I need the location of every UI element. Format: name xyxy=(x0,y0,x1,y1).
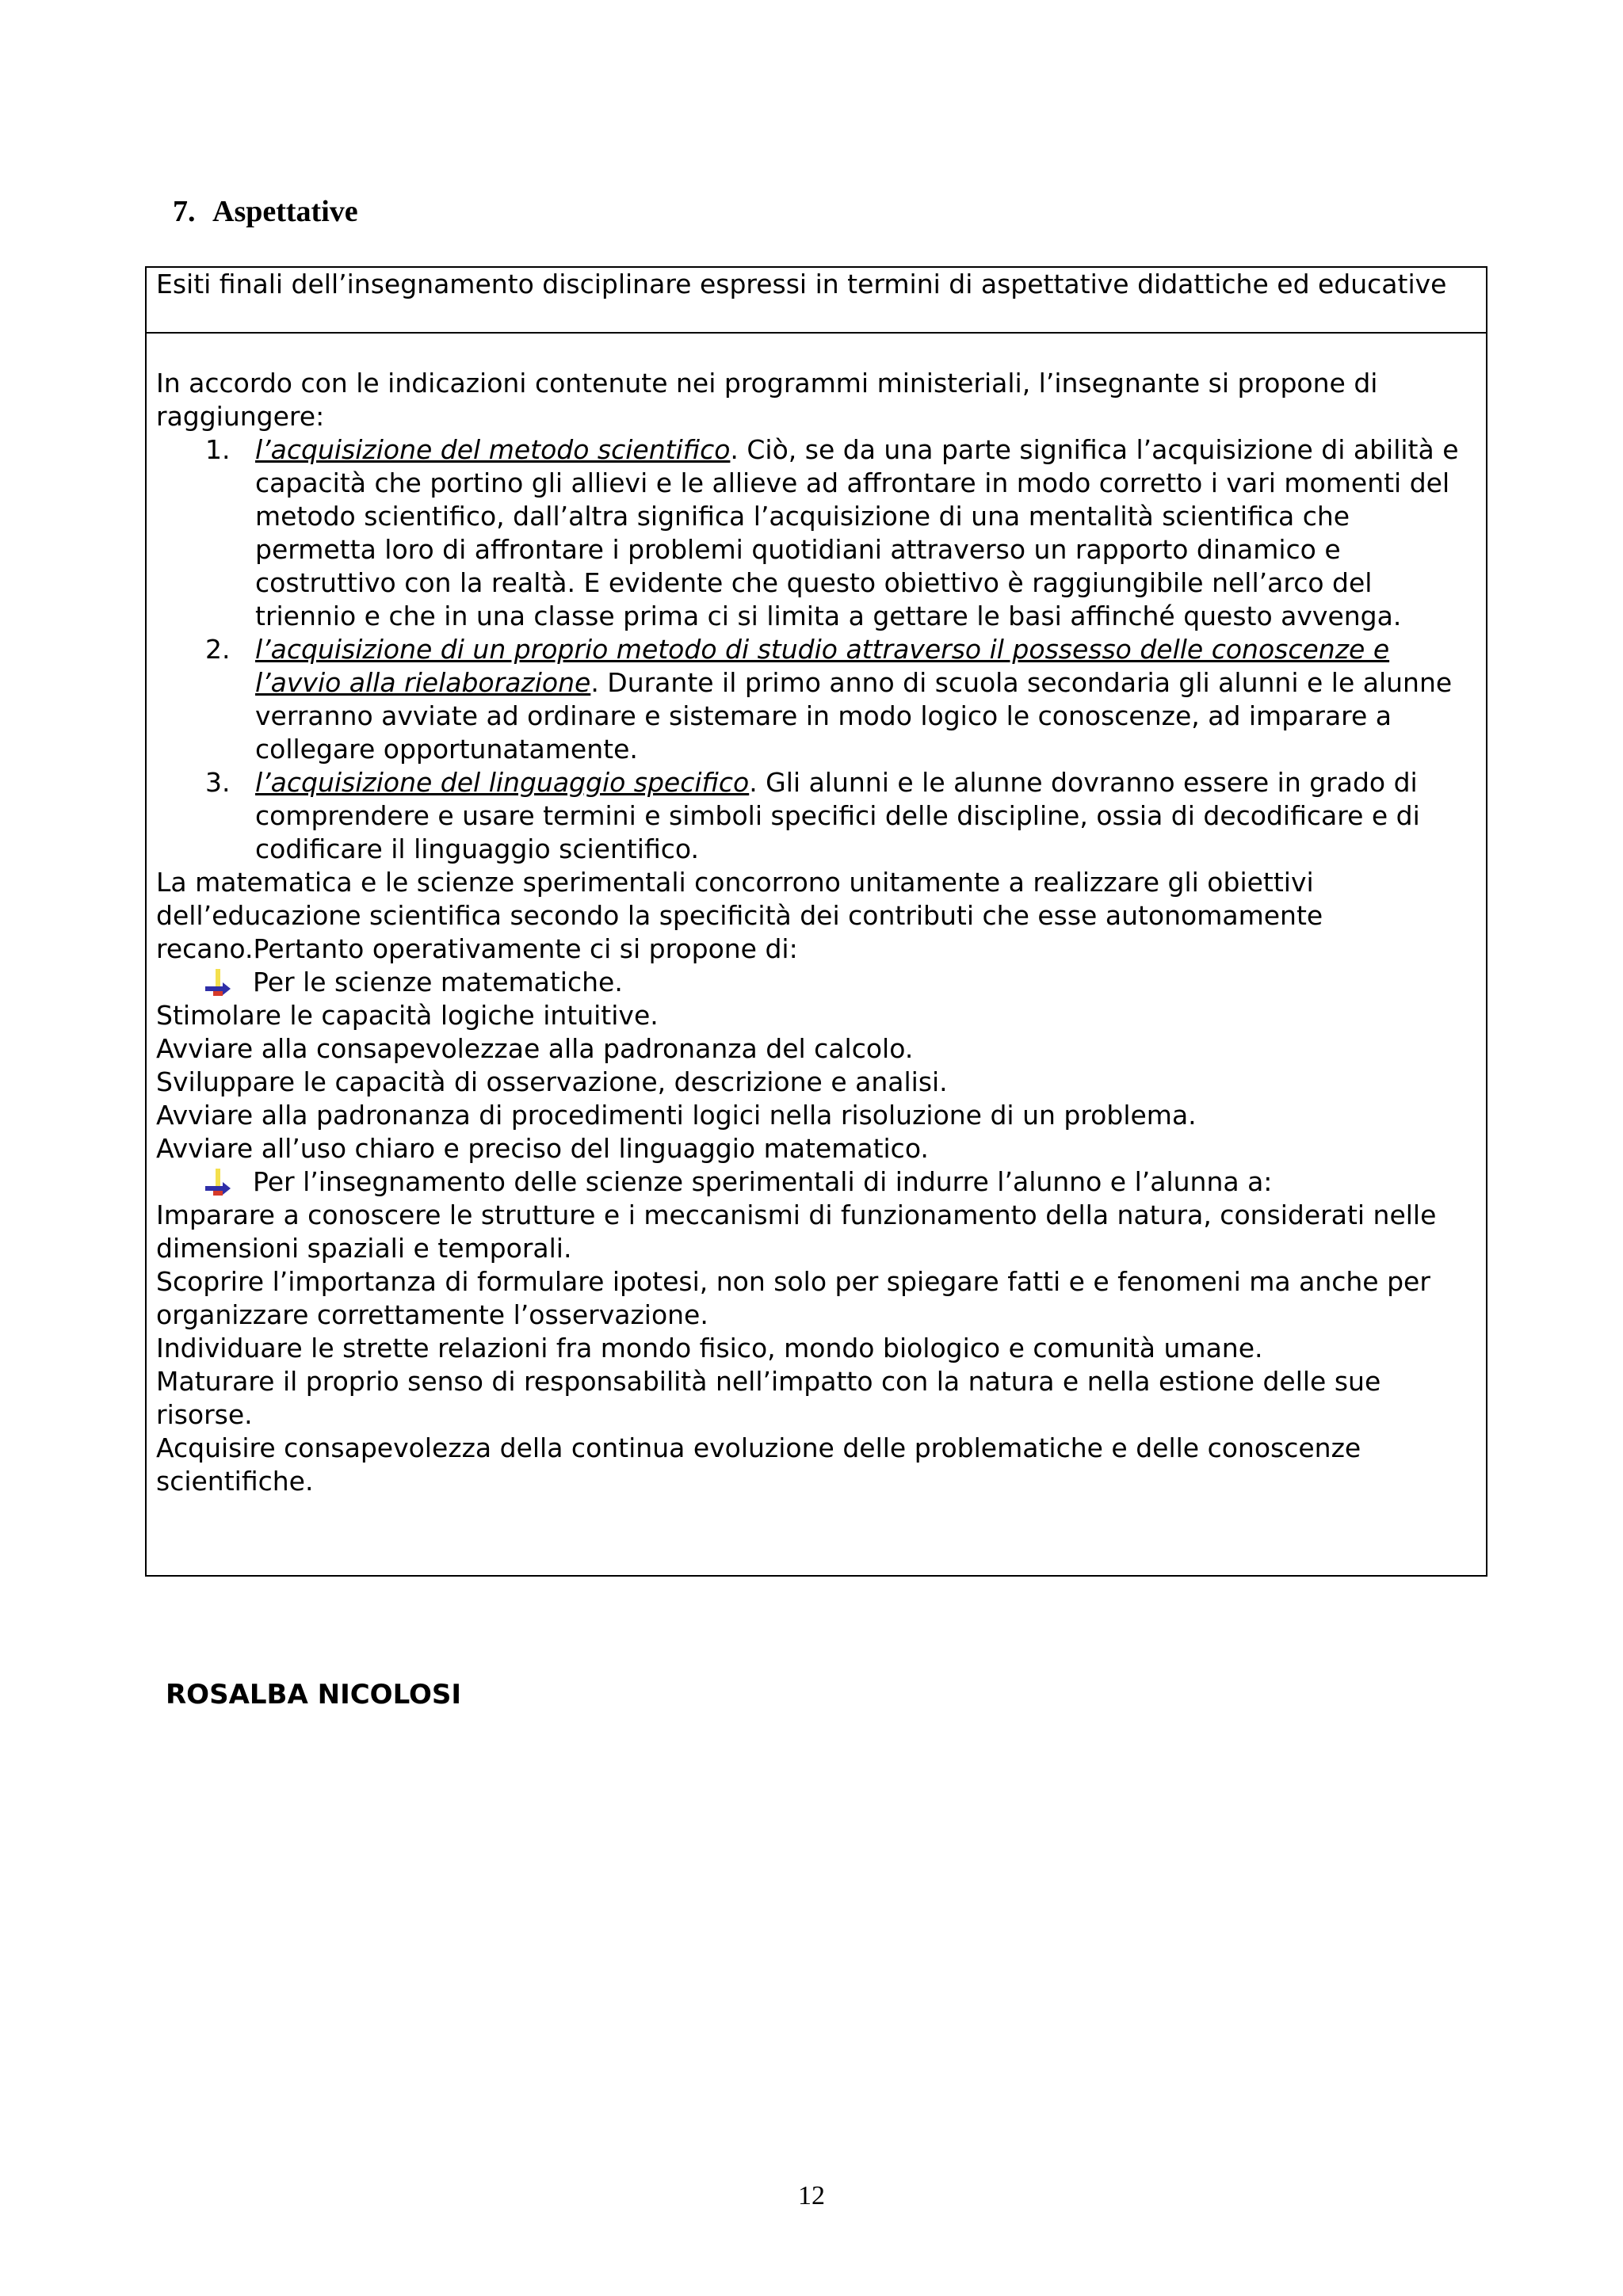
science-line: Maturare il proprio senso di responsabilità nell’impatto con la natura e nella estione delle sue risorse. xyxy=(156,1366,1381,1430)
science-line: Scoprire l’importanza di formulare ipotesi, non solo per spiegare fatti e e fenomeni ma anche per organizzare correttamente l’osservazione. xyxy=(156,1266,1430,1330)
section-heading xyxy=(173,193,358,230)
bullet-heading-text: Per le scienze matematiche. xyxy=(253,967,623,997)
table-header-cell xyxy=(147,268,1486,334)
page-number: 12 xyxy=(798,2181,825,2210)
math-line: Sviluppare le capacità di osservazione, descrizione e analisi. xyxy=(156,1066,948,1097)
list-item xyxy=(156,766,1478,866)
bullet-heading-text: Per l’insegnamento delle scienze sperimentali di indurre l’alunno e l’alunna a: xyxy=(253,1166,1273,1197)
arrow-bullet-icon xyxy=(204,1169,232,1196)
goal-emphasis: l’acquisizione del linguaggio specifico xyxy=(255,767,750,798)
list-marker: 1. xyxy=(205,434,231,465)
math-line: Avviare alla padronanza di procedimenti logici nella risoluzione di un problema. xyxy=(156,1100,1197,1131)
arrow-bullet-icon xyxy=(204,969,232,996)
math-line: Avviare all’uso chiaro e preciso del linguaggio matematico. xyxy=(156,1133,929,1164)
section-title: Aspettative xyxy=(212,195,358,228)
goals-list xyxy=(156,433,1478,866)
body-paragraph: La matematica e le scienze sperimentali concorrono unitamente a realizzare gli obiettivi dell’educazione scientifica secondo la specificità dei contributi che esse autonomamente recano.Pertanto operativamente ci si propone di: xyxy=(156,867,1323,964)
section-number: 7. xyxy=(173,195,196,228)
table-body-cell xyxy=(147,334,1486,1498)
author-signature: ROSALBA NICOLOSI xyxy=(166,1679,462,1711)
table-header-text: Esiti finali dell’insegnamento disciplinare espressi in termini di aspettative didattiche ed educative xyxy=(156,269,1447,299)
bullet-heading-math xyxy=(156,966,1478,999)
goal-emphasis: l’acquisizione del metodo scientifico xyxy=(255,434,731,465)
science-line: Acquisire consapevolezza della continua evoluzione delle problematiche e delle conoscenze scientifiche. xyxy=(156,1432,1361,1497)
list-marker: 3. xyxy=(205,767,231,798)
goal-text: . Gli alunni e le alunne dovranno essere in grado di comprendere e usare termini e simboli specifici delle discipline, ossia di decodificare e di codificare il linguaggio scientifico. xyxy=(255,767,1420,864)
list-marker: 2. xyxy=(205,634,231,665)
list-item xyxy=(156,433,1478,633)
list-item xyxy=(156,633,1478,766)
goal-text: . Durante il primo anno di scuola secondaria gli alunni e le alunne verranno avviate ad ordinare e sistemare in modo logico le conoscenze, ad imparare a collegare opportunatamente. xyxy=(255,667,1453,765)
science-line: Individuare le strette relazioni fra mondo fisico, mondo biologico e comunità umane. xyxy=(156,1333,1263,1363)
math-line: Stimolare le capacità logiche intuitive. xyxy=(156,1000,659,1031)
math-line: Avviare alla consapevolezzae alla padronanza del calcolo. xyxy=(156,1033,914,1064)
goal-text: . Ciò, se da una parte significa l’acquisizione di abilità e capacità che portino gli allievi e le allieve ad affrontare in modo corretto i vari momenti del metodo scientifico, dall’altra significa l’acquisizione di una mentalità scientifica che permetta loro di affrontare i problemi quotidiani attraverso un rapporto dinamico e costruttivo con la realtà. E evidente che questo obiettivo è raggiungibile nell’arco del triennio e che in una classe prima ci si limita a gettare le basi affinché questo avvenga. xyxy=(255,434,1459,631)
goal-emphasis: l’acquisizione di un proprio metodo di studio attraverso il possesso delle conoscenze e l’avvio alla rielaborazione xyxy=(255,634,1390,698)
expectations-table xyxy=(145,266,1487,1577)
bullet-heading-science xyxy=(156,1165,1478,1199)
intro-paragraph: In accordo con le indicazioni contenute nei programmi ministeriali, l’insegnante si propone di raggiungere: xyxy=(156,368,1378,432)
science-line: Imparare a conoscere le strutture e i meccanismi di funzionamento della natura, considerati nelle dimensioni spaziali e temporali. xyxy=(156,1199,1437,1264)
